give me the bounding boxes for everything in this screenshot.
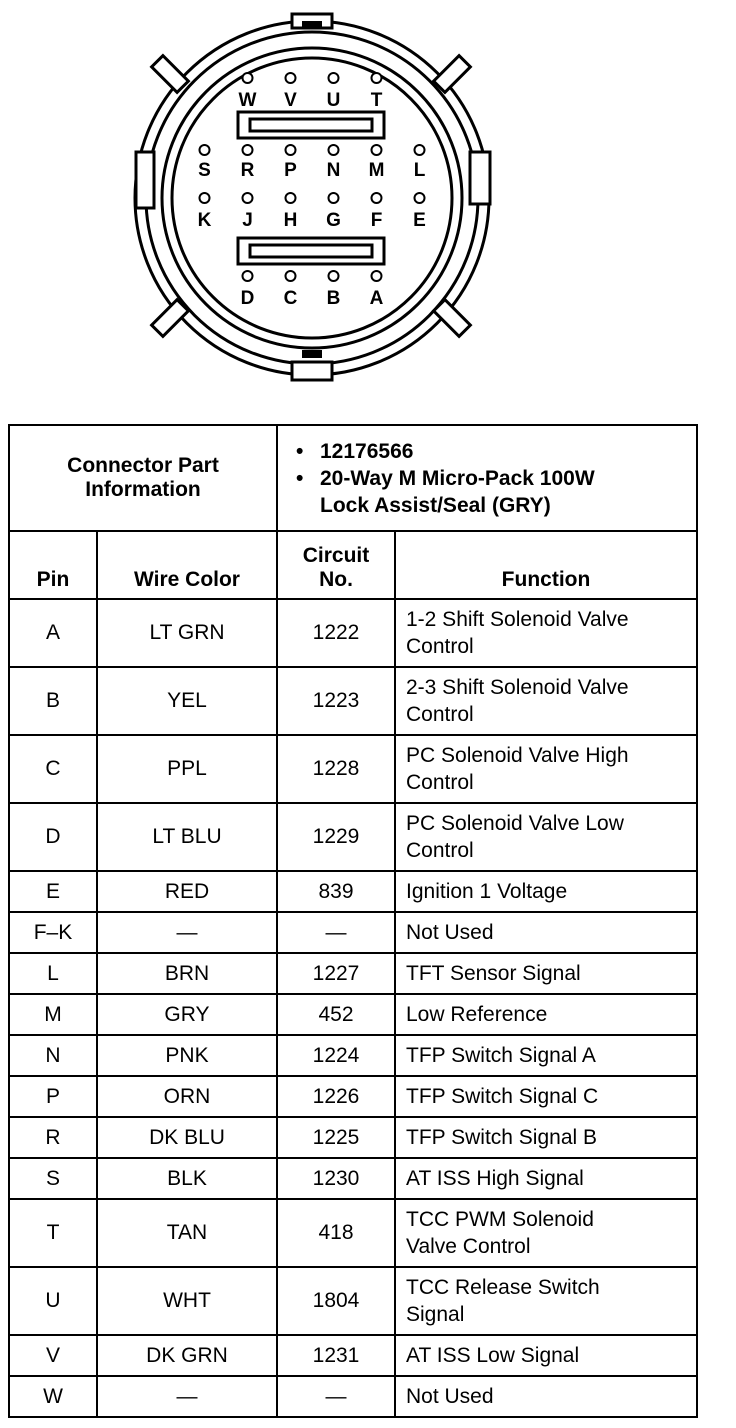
wire-color-cell: PNK (97, 1035, 277, 1076)
circuit-no-cell: 452 (277, 994, 395, 1035)
table-row (9, 953, 697, 994)
locking-tab-upper-right (434, 56, 471, 93)
part-info-label-cell (9, 425, 277, 531)
pin-cavity-a (372, 271, 382, 281)
pin-cavity-n (329, 145, 339, 155)
locking-tab-bottom (292, 362, 332, 380)
function-line: TFT Sensor Signal (406, 962, 581, 985)
pin-cavity-w (243, 73, 253, 83)
pin-label-t: T (370, 90, 383, 111)
table-row (9, 1035, 697, 1076)
pin-label-k: K (197, 210, 212, 231)
pin-cavity-r (243, 145, 253, 155)
function-line: AT ISS Low Signal (406, 1344, 580, 1367)
pin-label-c: C (283, 288, 298, 309)
circuit-no-cell: 1222 (277, 599, 395, 667)
table-row (9, 667, 697, 735)
wire-color-cell: WHT (97, 1267, 277, 1335)
table-row (9, 994, 697, 1035)
function-cell (395, 1035, 697, 1076)
function-line: Control (406, 635, 474, 658)
wire-color-cell: YEL (97, 667, 277, 735)
circuit-no-cell: 1223 (277, 667, 395, 735)
column-header-circuit-no (277, 531, 395, 599)
locking-tab-lower-left (152, 300, 189, 337)
locking-tab-upper-left (152, 56, 189, 93)
column-header-function: Function (395, 531, 697, 599)
column-header-circuit-line1: Circuit (302, 544, 370, 567)
pin-cell: R (9, 1117, 97, 1158)
wire-color-cell: ORN (97, 1076, 277, 1117)
pin-cavity-k (200, 193, 210, 203)
wire-color-cell: — (97, 912, 277, 953)
pin-cavity-s (200, 145, 210, 155)
part-number: 12176566 (320, 439, 414, 463)
pin-label-e: E (413, 210, 426, 231)
function-line: TFP Switch Signal B (406, 1126, 598, 1149)
column-header-circuit-line2: No. (319, 568, 353, 591)
function-cell (395, 1376, 697, 1417)
part-info-row (9, 425, 697, 531)
function-line: TFP Switch Signal C (406, 1085, 599, 1108)
pin-divider-lower-inner (250, 245, 372, 257)
table-row (9, 1158, 697, 1199)
part-description-line1: 20-Way M Micro-Pack 100W (320, 466, 595, 490)
pin-cavities (198, 73, 426, 309)
column-header-row (9, 531, 697, 599)
pin-label-r: R (240, 160, 255, 181)
wire-color-cell: RED (97, 871, 277, 912)
pin-label-h: H (283, 210, 298, 231)
pin-label-g: G (326, 210, 341, 231)
pin-cell: P (9, 1076, 97, 1117)
function-line: Not Used (406, 921, 494, 944)
pin-label-w: W (238, 90, 257, 111)
column-header-pin: Pin (9, 531, 97, 599)
pin-label-b: B (326, 288, 341, 309)
locking-tab-left (136, 152, 154, 208)
pin-cell: N (9, 1035, 97, 1076)
wire-color-cell: LT BLU (97, 803, 277, 871)
wire-color-cell: GRY (97, 994, 277, 1035)
wire-color-cell: DK GRN (97, 1335, 277, 1376)
function-cell (395, 1199, 697, 1267)
column-header-wire-color: Wire Color (97, 531, 277, 599)
pin-cavity-f (372, 193, 382, 203)
table-row (9, 735, 697, 803)
wire-color-cell: DK BLU (97, 1117, 277, 1158)
function-line: TCC Release Switch (406, 1276, 600, 1299)
table-row (9, 1335, 697, 1376)
pin-cavity-b (329, 271, 339, 281)
pin-cell: L (9, 953, 97, 994)
table-row (9, 1076, 697, 1117)
function-line: AT ISS High Signal (406, 1167, 584, 1190)
pin-label-p: P (284, 160, 297, 181)
function-cell (395, 1158, 697, 1199)
pin-label-f: F (370, 210, 383, 231)
part-number-line (296, 438, 696, 465)
table-row (9, 912, 697, 953)
pin-label-n: N (326, 160, 341, 181)
function-cell (395, 871, 697, 912)
circuit-no-cell: 1804 (277, 1267, 395, 1335)
connector-middle-ring (146, 32, 478, 364)
pin-cavity-e (415, 193, 425, 203)
bullet-icon: • (296, 466, 304, 490)
pin-divider-upper-inner (250, 119, 372, 131)
circuit-no-cell: 1227 (277, 953, 395, 994)
function-cell (395, 1335, 697, 1376)
pin-cell: V (9, 1335, 97, 1376)
pin-label-j: J (242, 210, 253, 231)
pin-cavity-g (329, 193, 339, 203)
part-description-line (296, 465, 696, 519)
pin-label-m: M (368, 160, 385, 181)
pin-cell: S (9, 1158, 97, 1199)
circuit-no-cell: 1229 (277, 803, 395, 871)
circuit-no-cell: 1230 (277, 1158, 395, 1199)
table-row (9, 1199, 697, 1267)
pin-cavity-p (286, 145, 296, 155)
circuit-no-cell: 839 (277, 871, 395, 912)
table-row (9, 803, 697, 871)
table-row (9, 871, 697, 912)
wire-color-cell: BLK (97, 1158, 277, 1199)
pin-cavity-v (286, 73, 296, 83)
circuit-no-cell: — (277, 1376, 395, 1417)
wire-color-cell: — (97, 1376, 277, 1417)
function-line: 1-2 Shift Solenoid Valve (406, 608, 629, 631)
wire-color-cell: BRN (97, 953, 277, 994)
pin-cavity-h (286, 193, 296, 203)
function-line: Control (406, 839, 474, 862)
circuit-no-cell: 1224 (277, 1035, 395, 1076)
pin-cavity-j (243, 193, 253, 203)
function-line: PC Solenoid Valve High (406, 744, 629, 767)
pin-cell: F–K (9, 912, 97, 953)
pin-cell: W (9, 1376, 97, 1417)
part-info-label-line2: Information (85, 478, 201, 501)
table-row (9, 599, 697, 667)
wire-color-cell: PPL (97, 735, 277, 803)
function-line: Ignition 1 Voltage (406, 880, 568, 903)
function-line: PC Solenoid Valve Low (406, 812, 624, 835)
part-info-label-line1: Connector Part (67, 454, 219, 477)
part-info-details-cell (277, 425, 697, 531)
pin-cell: A (9, 599, 97, 667)
function-cell (395, 667, 697, 735)
locking-tab-lower-right (434, 300, 471, 337)
pin-cell: T (9, 1199, 97, 1267)
function-line: Not Used (406, 1385, 494, 1408)
pin-cell: M (9, 994, 97, 1035)
function-cell (395, 1076, 697, 1117)
pin-cell: U (9, 1267, 97, 1335)
function-line: TCC PWM Solenoid (406, 1208, 594, 1231)
pin-cell: E (9, 871, 97, 912)
connector-face-diagram (0, 0, 736, 400)
key-slot-top (302, 21, 322, 29)
bullet-icon: • (296, 439, 304, 463)
pin-cavity-l (415, 145, 425, 155)
connector-face (172, 58, 452, 338)
locking-tab-right (470, 152, 490, 204)
function-cell (395, 994, 697, 1035)
key-slot-bottom (302, 350, 322, 358)
pin-label-l: L (413, 160, 426, 181)
function-line: 2-3 Shift Solenoid Valve (406, 676, 629, 699)
table-row (9, 1117, 697, 1158)
function-cell (395, 1117, 697, 1158)
wire-color-cell: TAN (97, 1199, 277, 1267)
part-description-line2: Lock Assist/Seal (GRY) (320, 493, 551, 517)
table-row (9, 1267, 697, 1335)
pin-cavity-m (372, 145, 382, 155)
pin-cell: B (9, 667, 97, 735)
function-line: Valve Control (406, 1235, 531, 1258)
pin-cavity-u (329, 73, 339, 83)
pin-label-s: S (198, 160, 211, 181)
function-line: Control (406, 703, 474, 726)
pin-label-a: A (369, 288, 384, 309)
function-cell (395, 1267, 697, 1335)
circuit-no-cell: 1226 (277, 1076, 395, 1117)
table-row (9, 1376, 697, 1417)
pin-label-v: V (284, 90, 297, 111)
function-cell (395, 953, 697, 994)
function-cell (395, 599, 697, 667)
pin-cavity-c (286, 271, 296, 281)
pin-cavity-t (372, 73, 382, 83)
function-cell (395, 735, 697, 803)
function-line: Low Reference (406, 1003, 548, 1026)
pin-label-u: U (326, 90, 341, 111)
circuit-no-cell: 1231 (277, 1335, 395, 1376)
circuit-no-cell: 1225 (277, 1117, 395, 1158)
circuit-no-cell: 1228 (277, 735, 395, 803)
pin-cavity-d (243, 271, 253, 281)
function-cell (395, 912, 697, 953)
wire-color-cell: LT GRN (97, 599, 277, 667)
circuit-no-cell: — (277, 912, 395, 953)
function-line: Control (406, 771, 474, 794)
pin-cell: C (9, 735, 97, 803)
function-line: TFP Switch Signal A (406, 1044, 596, 1067)
connector-info-table (8, 424, 698, 1418)
function-cell (395, 803, 697, 871)
function-line: Signal (406, 1303, 465, 1326)
connector-outer-ring (135, 21, 489, 375)
pin-cell: D (9, 803, 97, 871)
circuit-no-cell: 418 (277, 1199, 395, 1267)
pin-label-d: D (240, 288, 255, 309)
